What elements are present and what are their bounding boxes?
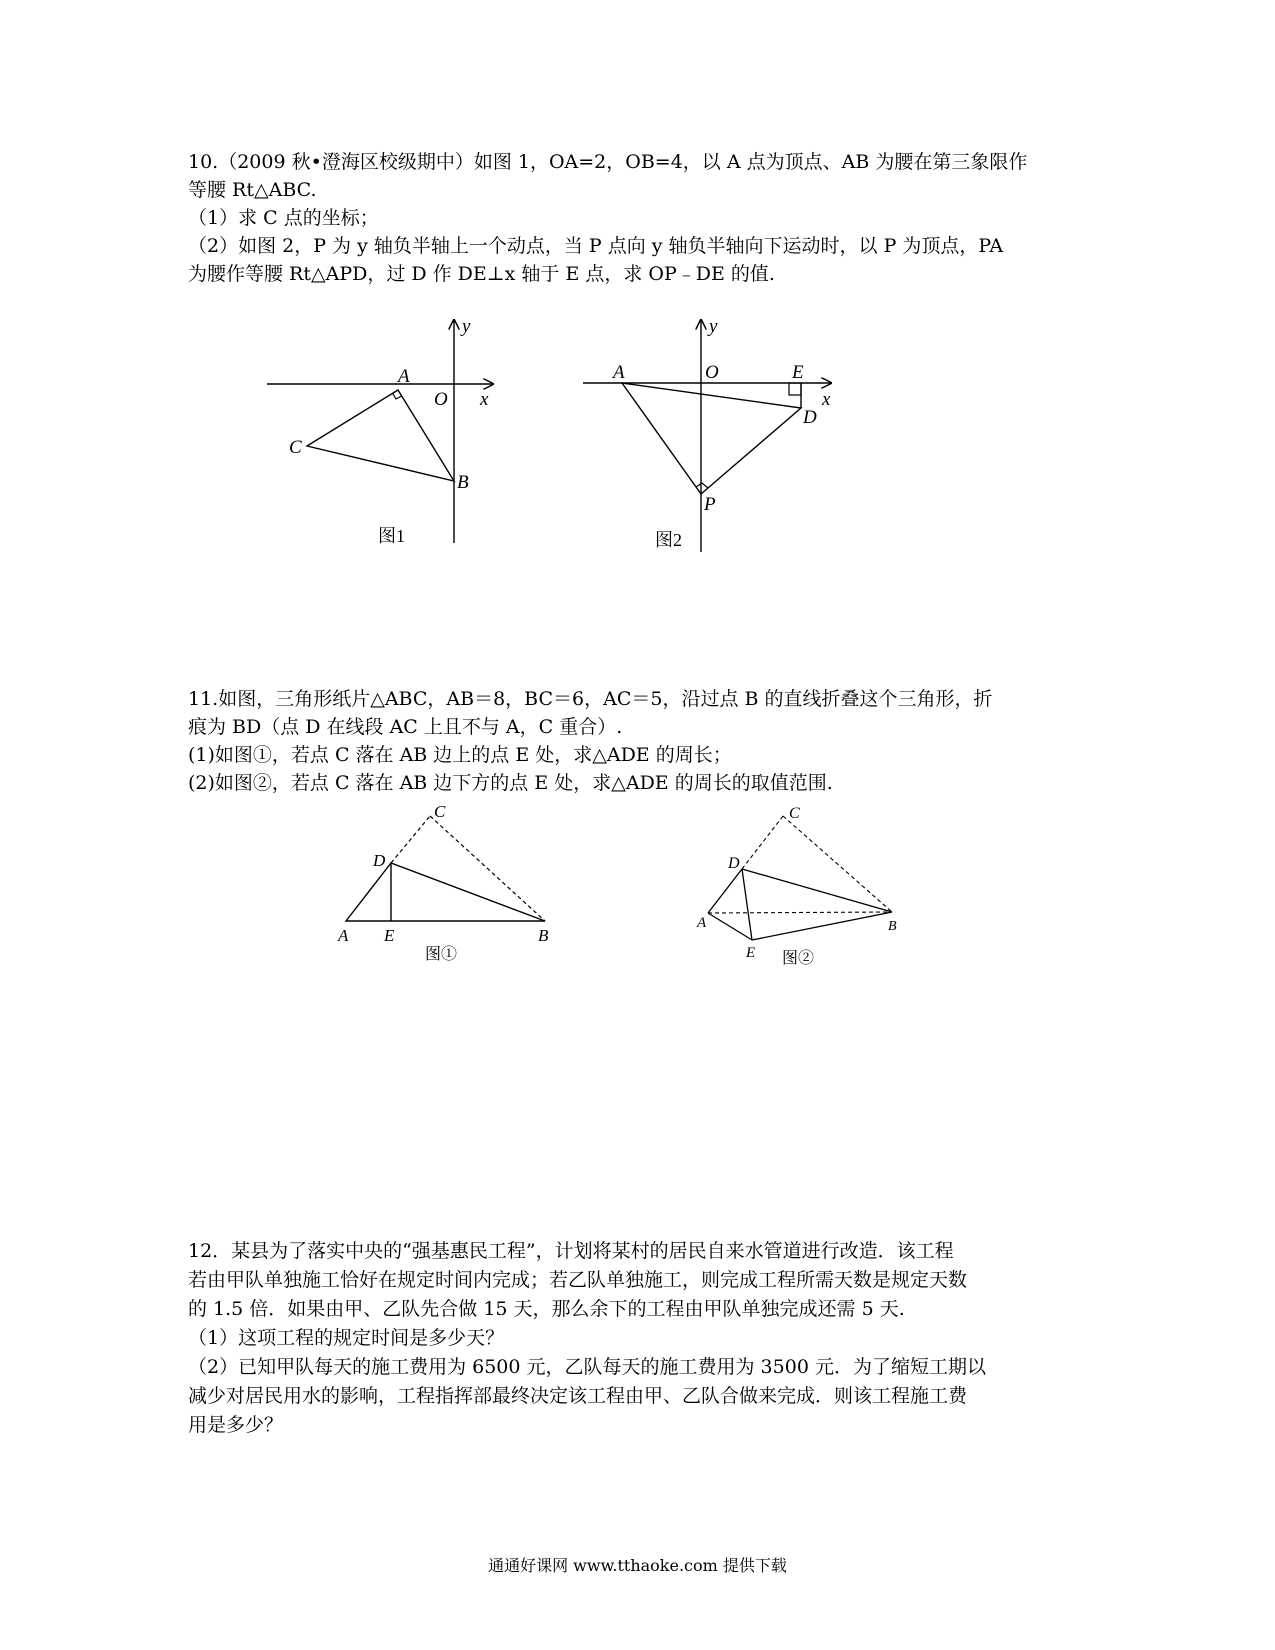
q10-figure-1: [255, 310, 515, 560]
q12-line-5: （2）已知甲队每天的施工费用为 6500 元，乙队每天的施工费用为 3500 元．为了缩短工期以: [188, 1356, 986, 1378]
fig2-triangle-apd: [622, 383, 801, 494]
fig-b-label-a: A: [697, 915, 707, 931]
fig-a-dashed-cb: [430, 816, 545, 921]
q12-line-1: 12．某县为了落实中央的“强基惠民工程”，计划将某村的居民自来水管道进行改造．该工程: [188, 1240, 954, 1262]
q10-line-3: （1）求 C 点的坐标；: [188, 207, 379, 229]
fig1-triangle-abc: [307, 390, 454, 481]
fig1-caption: 图1: [378, 526, 405, 546]
fig1-label-b: B: [457, 472, 469, 493]
fig2-right-angle-mark-p: [696, 483, 708, 488]
fig-a-label-e: E: [384, 926, 395, 945]
fig1-label-a: A: [398, 366, 410, 387]
fig-b-segment-ae: [708, 913, 752, 940]
page-footer: 通通好课网 www.tthaoke.com 提供下载: [488, 1556, 787, 1575]
q11-line-2: 痕为 BD（点 D 在线段 AC 上且不与 A，C 重合）.: [188, 716, 623, 738]
fig-b-label-d: D: [728, 855, 740, 872]
q11-figure-1: [330, 800, 570, 970]
q10-line-2: 等腰 Rt△ABC.: [188, 179, 317, 201]
fig-b-dashed-cb: [783, 816, 892, 912]
fig-b-label-e: E: [746, 945, 756, 961]
q12-line-3: 的 1.5 倍．如果由甲、乙队先合做 15 天，那么余下的工程由甲队单独完成还需 5 天.: [188, 1298, 905, 1320]
fig-a-triangle-adb: [346, 863, 545, 921]
fig-a-label-d: D: [373, 851, 386, 870]
fig2-label-y: y: [709, 316, 718, 337]
q11-figure-2: [690, 800, 920, 970]
fig2-label-e: E: [792, 362, 804, 383]
q11-line-3: (1)如图①，若点 C 落在 AB 边上的点 E 处，求△ADE 的周长；: [188, 744, 732, 766]
fig-a-label-b: B: [538, 926, 549, 945]
fig2-label-d: D: [803, 407, 817, 428]
q10-line-4: （2）如图 2，P 为 y 轴负半轴上一个动点，当 P 点向 y 轴负半轴向下运动时，以 P 为顶点，PA: [188, 235, 1004, 257]
fig-b-caption: 图②: [782, 950, 815, 967]
fig2-right-angle-mark-e: [789, 383, 801, 395]
fig-b-segment-de: [742, 869, 752, 940]
fig-b-segment-db: [742, 869, 892, 912]
fig-b-label-b: B: [888, 919, 897, 934]
fig1-label-x: x: [480, 389, 489, 410]
fig-b-dashed-ab: [708, 912, 892, 913]
fig2-label-x: x: [822, 389, 831, 410]
question-10: [188, 148, 1088, 288]
fig2-label-a: A: [613, 362, 625, 383]
q10-line-5: 为腰作等腰 Rt△APD，过 D 作 DE⊥x 轴于 E 点，求 OP﹣DE 的值.: [188, 263, 775, 285]
fig-a-caption: 图①: [425, 946, 458, 963]
fig2-label-p: P: [704, 494, 716, 515]
q12-line-6: 减少对居民用水的影响，工程指挥部最终决定该工程由甲、乙队合做来完成．则该工程施工费: [188, 1385, 968, 1407]
question-12: [188, 1237, 1088, 1440]
q12-line-7: 用是多少？: [188, 1414, 284, 1436]
q11-line-4: (2)如图②，若点 C 落在 AB 边下方的点 E 处，求△ADE 的周长的取值范围.: [188, 772, 833, 794]
fig1-label-y: y: [462, 316, 471, 337]
fig-a-label-c: C: [434, 802, 446, 821]
q10-figure-2: [575, 310, 845, 560]
q10-line-1: 10.（2009 秋•澄海区校级期中）如图 1，OA=2，OB=4，以 A 点为顶点、AB 为腰在第三象限作: [188, 151, 1028, 173]
q11-line-1: 11.如图，三角形纸片△ABC，AB＝8，BC＝6，AC＝5，沿过点 B 的直线折叠这个三角形，折: [188, 688, 993, 710]
fig-a-label-a: A: [338, 926, 349, 945]
q12-line-2: 若由甲队单独施工恰好在规定时间内完成；若乙队单独施工，则完成工程所需天数是规定天数: [188, 1269, 968, 1291]
q12-line-4: （1）这项工程的规定时间是多少天？: [188, 1327, 505, 1349]
fig2-label-o: O: [705, 362, 719, 383]
fig-b-segment-ad: [708, 869, 742, 913]
fig-b-label-c: C: [789, 805, 800, 822]
fig1-label-o: O: [434, 389, 448, 410]
fig1-label-c: C: [289, 437, 302, 458]
fig-b-dashed-dc: [742, 816, 783, 869]
fig-b-segment-eb: [752, 912, 892, 940]
fig-a-dashed-dc: [391, 816, 430, 863]
fig2-caption: 图2: [655, 530, 682, 550]
question-11: [188, 685, 1088, 797]
